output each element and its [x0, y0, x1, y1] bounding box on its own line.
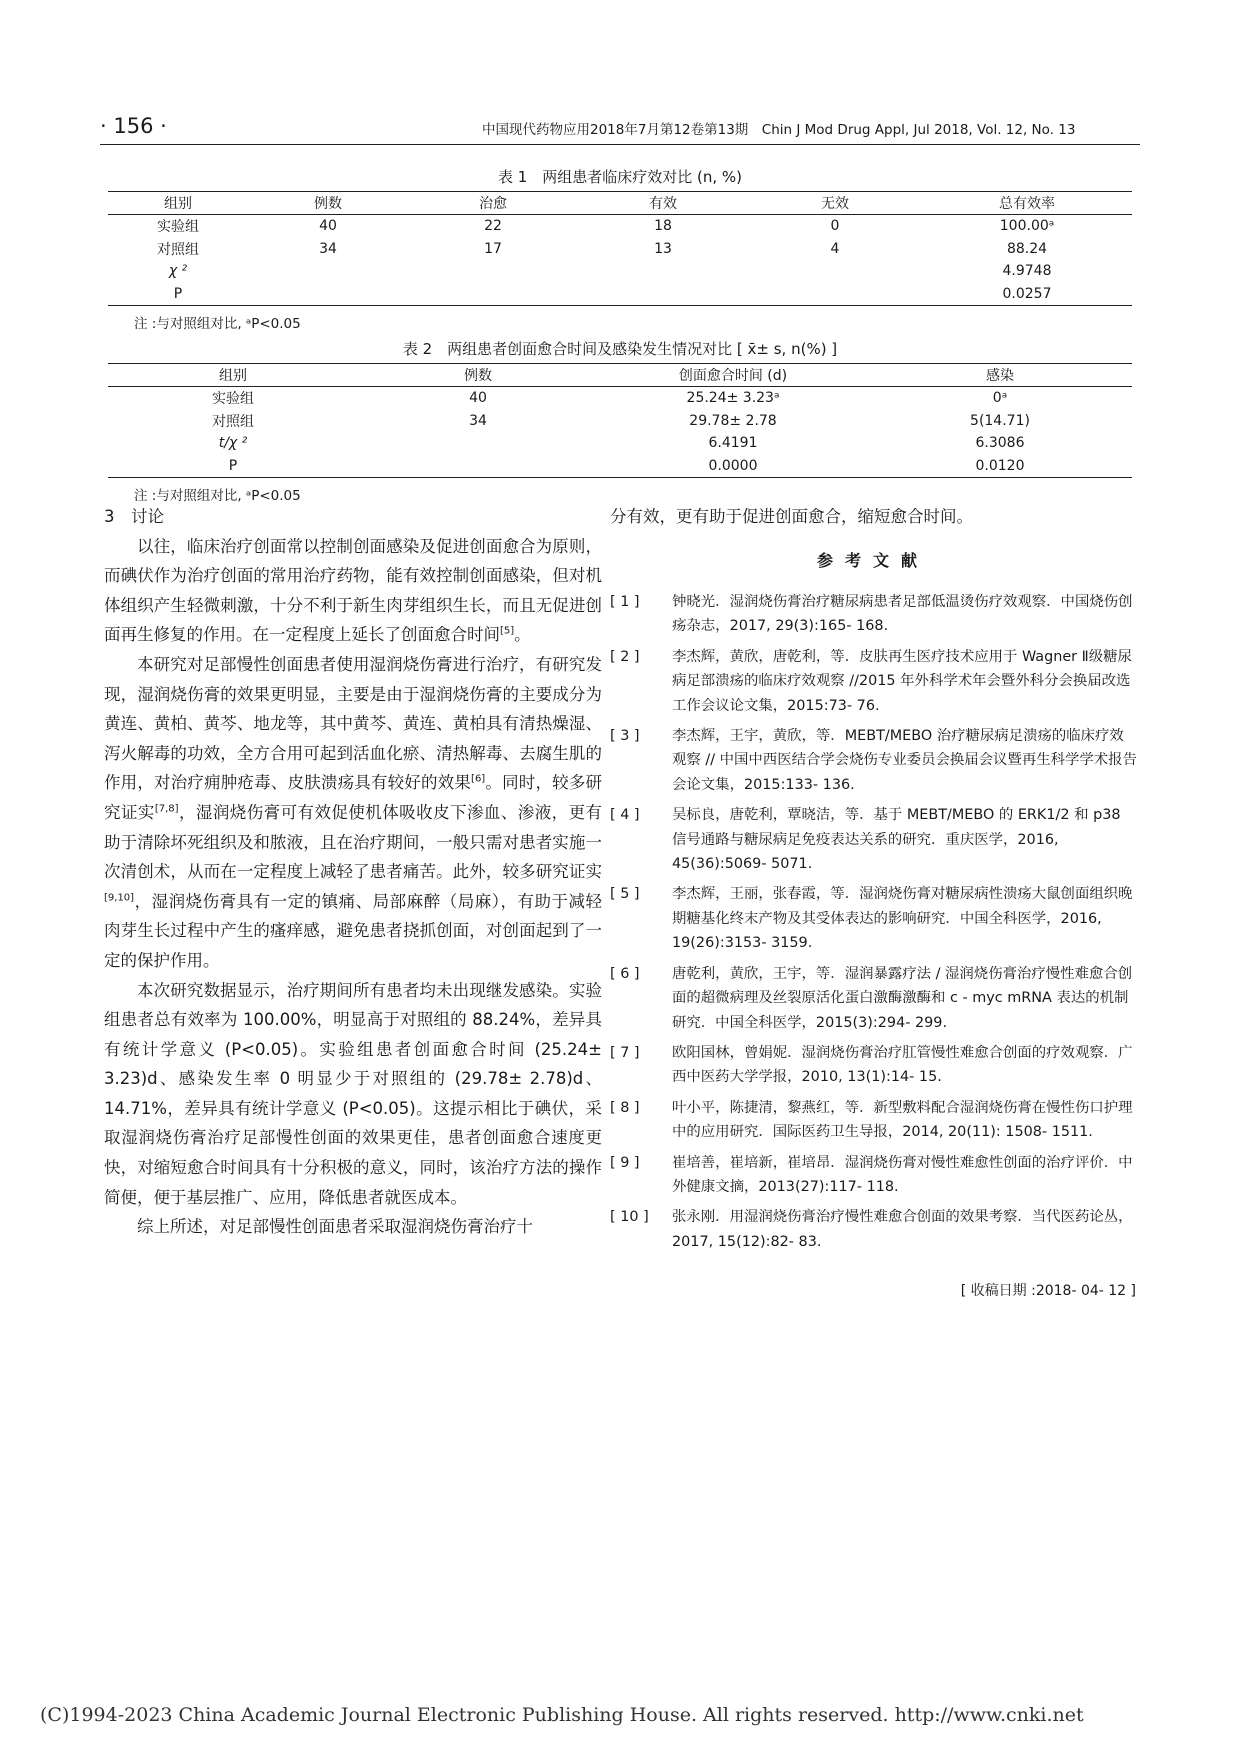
reference-item — [610, 590, 1138, 639]
table-row — [108, 432, 1132, 455]
table-cell: t/χ ² — [218, 435, 248, 452]
table-cell: 13 — [654, 240, 672, 257]
table1-header-cell: 组别 — [108, 192, 248, 215]
reference-text: 李杰辉，黄欣，唐乾利，等．皮肤再生医疗技术应用于 Wagner Ⅱ级糖尿病足部溃疡的临床疗效观察 //2015 年外科学术年会暨外科分会换届改选工作会议论文集，2015:73- 76. — [672, 648, 1132, 714]
table1-header-cell: 治愈 — [408, 192, 578, 215]
discussion-column — [104, 502, 602, 1242]
reference-text: 崔培善，崔培新，崔培昂．湿润烧伤膏对慢性难愈性创面的治疗评价．中外健康文摘，2013(27):117- 118. — [672, 1154, 1133, 1195]
header-rule — [100, 144, 1140, 145]
table-cell: χ ² — [168, 263, 188, 280]
citation: [7,8] — [154, 803, 179, 815]
table-row — [108, 260, 1132, 283]
paragraph: 本次研究数据显示，治疗期间所有患者均未出现继发感染。实验组患者总有效率为 100.00%，明显高于对照组的 88.24%，差异具有统计学意义 (P<0.05)。实验组患者创面愈合时间 (25.24± 3.23)d、感染发生率 0 明显少于对照组的 (29.78± 2.78)d、14.71%，差异具有统计学意义 (P<0.05)。这提示相比于碘伏，采取湿润烧伤膏治疗足部慢性创面的效果更佳，患者创面愈合速度更快，对缩短愈合时间具有十分积极的意义，同时，该治疗方法的操作简便，便于基层推广、应用，降低患者就医成本。 — [104, 980, 602, 1207]
reference-text: 李杰辉，王宇，黄欣，等．MEBT/MEBO 治疗糖尿病足溃疡的临床疗效观察 // 中国中西医结合学会烧伤专业委员会换届会议暨再生科学学术报告会论文集，2015:133- 136. — [672, 728, 1137, 793]
reference-number: [ 6 ] — [610, 965, 640, 982]
paragraph-text: ，湿润烧伤膏具有一定的镇痛、局部麻醉（局麻），有助于减轻肉芽生长过程中产生的瘙痒感，避免患者挠抓创面，对创面起到了一定的保护作用。 — [104, 891, 602, 970]
table1 — [108, 191, 1132, 306]
reference-number: [ 3 ] — [610, 728, 640, 745]
citation: [5] — [500, 625, 515, 637]
table-cell: P — [108, 455, 358, 478]
table-cell: 实验组 — [157, 219, 199, 236]
reference-item — [610, 962, 1138, 1035]
paragraph: 综上所述，对足部慢性创面患者采取湿润烧伤膏治疗十 — [137, 1217, 533, 1237]
table-cell: 0.0000 — [598, 455, 868, 478]
table-cell — [748, 283, 922, 306]
reference-item — [610, 1096, 1138, 1145]
reference-item — [610, 645, 1138, 718]
table2-header-cell: 例数 — [358, 364, 598, 387]
table1-caption: 表 1 两组患者临床疗效对比 (n, %) — [497, 168, 743, 186]
table-cell: 17 — [484, 240, 502, 257]
reference-text: 李杰辉，王丽，张春霞，等．湿润烧伤膏对糖尿病性溃疡大鼠创面组织晚期糖基化终末产物及其受体表达的影响研究．中国全科医学，2016, 19(26):3153- 3159. — [672, 886, 1133, 952]
table-cell: 4 — [830, 240, 840, 257]
table-cell — [408, 283, 578, 306]
paragraph — [104, 650, 602, 976]
copyright-footer: (C)1994-2023 China Academic Journal Electronic Publishing House. All rights reserved. http://www.cnki.net — [40, 1704, 1084, 1726]
reference-number: [ 9 ] — [610, 1154, 640, 1171]
received-date: [ 收稿日期 :2018- 04- 12 ] — [960, 1283, 1136, 1299]
table-cell: 88.24 — [1006, 240, 1048, 257]
reference-item — [610, 1205, 1138, 1254]
table-row — [108, 283, 1132, 306]
section-heading: 3 讨论 — [104, 507, 164, 526]
paragraph-text: 以往，临床治疗创面常以控制创面感染及促进创面愈合为原则，而碘伏作为治疗创面的常用治疗药物，能有效控制创面感染，但对机体组织产生轻微刺激，十分不利于新生肉芽组织生长，而且无促进创面再生修复的作用。在一定程度上延长了创面愈合时间 — [104, 536, 602, 645]
table1-header-cell: 无效 — [748, 192, 922, 215]
paragraph — [104, 532, 602, 650]
table-cell: 25.24± 3.23ᵃ — [686, 390, 780, 407]
reference-text: 叶小平，陈捷清，黎燕红，等．新型敷料配合湿润烧伤膏在慢性伤口护理中的应用研究．国际医药卫生导报，2014, 20(11): 1508- 1511. — [672, 1099, 1133, 1141]
table-cell: 6.4191 — [708, 435, 758, 452]
table-cell: 22 — [484, 218, 502, 235]
table2-header-cell: 感染 — [868, 364, 1132, 387]
table-cell — [578, 283, 748, 306]
references-heading: 参考文献 — [816, 551, 929, 570]
table-row — [108, 410, 1132, 433]
reference-item — [610, 1151, 1138, 1200]
table-cell — [578, 260, 748, 283]
table-cell: P — [108, 283, 248, 306]
reference-text: 唐乾利，黄欣，王宇，等．湿润暴露疗法 / 湿润烧伤膏治疗慢性难愈合创面的超微病理及丝裂原活化蛋白激酶激酶和 c - myc mRNA 表达的机制研究．中国全科医学，2015(3):294- 299. — [672, 965, 1133, 1031]
table-cell — [248, 260, 408, 283]
table-cell: 5(14.71) — [970, 412, 1030, 429]
table-row — [108, 215, 1132, 238]
table-cell: 0 — [830, 218, 840, 235]
table-cell: 34 — [469, 412, 487, 429]
table2-header-cell: 组别 — [108, 364, 358, 387]
reference-number: [ 7 ] — [610, 1044, 640, 1061]
reference-item — [610, 803, 1138, 876]
table-cell — [358, 455, 598, 478]
discussion-continuation — [610, 502, 1138, 532]
table-cell — [408, 260, 578, 283]
journal-header: 中国现代药物应用2018年7月第12卷第13期 Chin J Mod Drug Appl, Jul 2018, Vol. 12, No. 13 — [482, 122, 1076, 138]
table-cell: 40 — [319, 218, 337, 235]
reference-text: 钟晓光．湿润烧伤膏治疗糖尿病患者足部低温烫伤疗效观察．中国烧伤创疡杂志，2017, 29(3):165- 168. — [672, 594, 1133, 635]
reference-item — [610, 882, 1138, 955]
table2-note: 注 :与对照组对比, ᵃP<0.05 — [134, 488, 301, 504]
table-cell: 4.9748 — [1002, 263, 1052, 280]
table1-header-cell: 有效 — [578, 192, 748, 215]
table2-caption: 表 2 两组患者创面愈合时间及感染发生情况对比 [ x̄± s, n(%) ] — [402, 340, 838, 358]
table-cell: 对照组 — [157, 241, 199, 258]
table-cell — [748, 260, 922, 283]
reference-text: 吴标良，唐乾利，覃晓洁，等．基于 MEBT/MEBO 的 ERK1/2 和 p38 信号通路与糖尿病足免疫表达关系的研究．重庆医学，2016, 45(36):5069- 5071. — [672, 807, 1121, 873]
table1-note: 注 :与对照组对比, ᵃP<0.05 — [134, 316, 301, 332]
table-cell: 29.78± 2.78 — [689, 412, 777, 429]
table-row — [108, 387, 1132, 410]
table1-header-row — [108, 192, 1132, 215]
reference-item — [610, 724, 1138, 797]
table-row — [108, 238, 1132, 261]
reference-text: 张永刚．用湿润烧伤膏治疗慢性难愈合创面的效果考察．当代医药论丛，2017, 15(12):82- 83. — [672, 1209, 1133, 1250]
reference-number: [ 10 ] — [610, 1209, 649, 1226]
reference-text: 欧阳国林，曾娟妮．湿润烧伤膏治疗肛管慢性难愈合创面的疗效观察．广西中医药大学学报，2010, 13(1):14- 15. — [672, 1044, 1133, 1086]
table-cell — [358, 432, 598, 455]
paragraph: 分有效，更有助于促进创面愈合，缩短愈合时间。 — [610, 507, 973, 526]
reference-number: [ 4 ] — [610, 807, 640, 824]
reference-item — [610, 1041, 1138, 1090]
reference-number: [ 5 ] — [610, 886, 640, 903]
table-cell: 6.3086 — [975, 435, 1025, 452]
paragraph-text: 。 — [514, 625, 531, 645]
table-cell: 18 — [654, 218, 672, 235]
table-cell: 100.00ᵃ — [999, 218, 1055, 235]
page-number: · 156 · — [100, 114, 167, 138]
paragraph-text: 本研究对足部慢性创面患者使用湿润烧伤膏进行治疗，有研究发现，湿润烧伤膏的效果更明显，主要是由于湿润烧伤膏的主要成分为黄连、黄柏、黄芩、地龙等，其中黄芩、黄连、黄柏具有清热燥湿、泻火解毒的功效，全方合用可起到活血化瘀、清热解毒、去腐生肌的作用，对治疗痈肿疮毒、皮肤溃疡具有较好的效果 — [104, 654, 602, 793]
table-cell — [248, 283, 408, 306]
reference-number: [ 8 ] — [610, 1099, 640, 1116]
table-cell: 0ᵃ — [992, 390, 1008, 407]
table-cell: 对照组 — [212, 413, 254, 430]
reference-number: [ 2 ] — [610, 648, 640, 665]
table-cell: 34 — [319, 240, 337, 257]
table2 — [108, 363, 1132, 478]
table2-header-row — [108, 364, 1132, 387]
table2-header-cell: 创面愈合时间 (d) — [598, 364, 868, 387]
table-cell: 0.0120 — [868, 455, 1132, 478]
table1-header-cell: 例数 — [248, 192, 408, 215]
table-row — [108, 455, 1132, 478]
table-cell: 40 — [469, 390, 487, 407]
paragraph-text: ，湿润烧伤膏可有效促使机体吸收皮下渗血、渗液，更有助于清除坏死组织及和脓液，且在治疗期间，一般只需对患者实施一次清创术，从而在一定程度上减轻了患者痛苦。此外，较多研究证实 — [104, 802, 603, 882]
references-list — [610, 590, 1138, 1260]
citation: [9,10] — [104, 892, 135, 904]
table-cell: 0.0257 — [922, 283, 1132, 306]
citation: [6] — [471, 773, 486, 785]
reference-number: [ 1 ] — [610, 594, 640, 610]
table-cell: 实验组 — [212, 391, 254, 408]
table1-header-cell: 总有效率 — [922, 192, 1132, 215]
paragraph-text: 。同时，较多研究证实 — [104, 773, 603, 822]
